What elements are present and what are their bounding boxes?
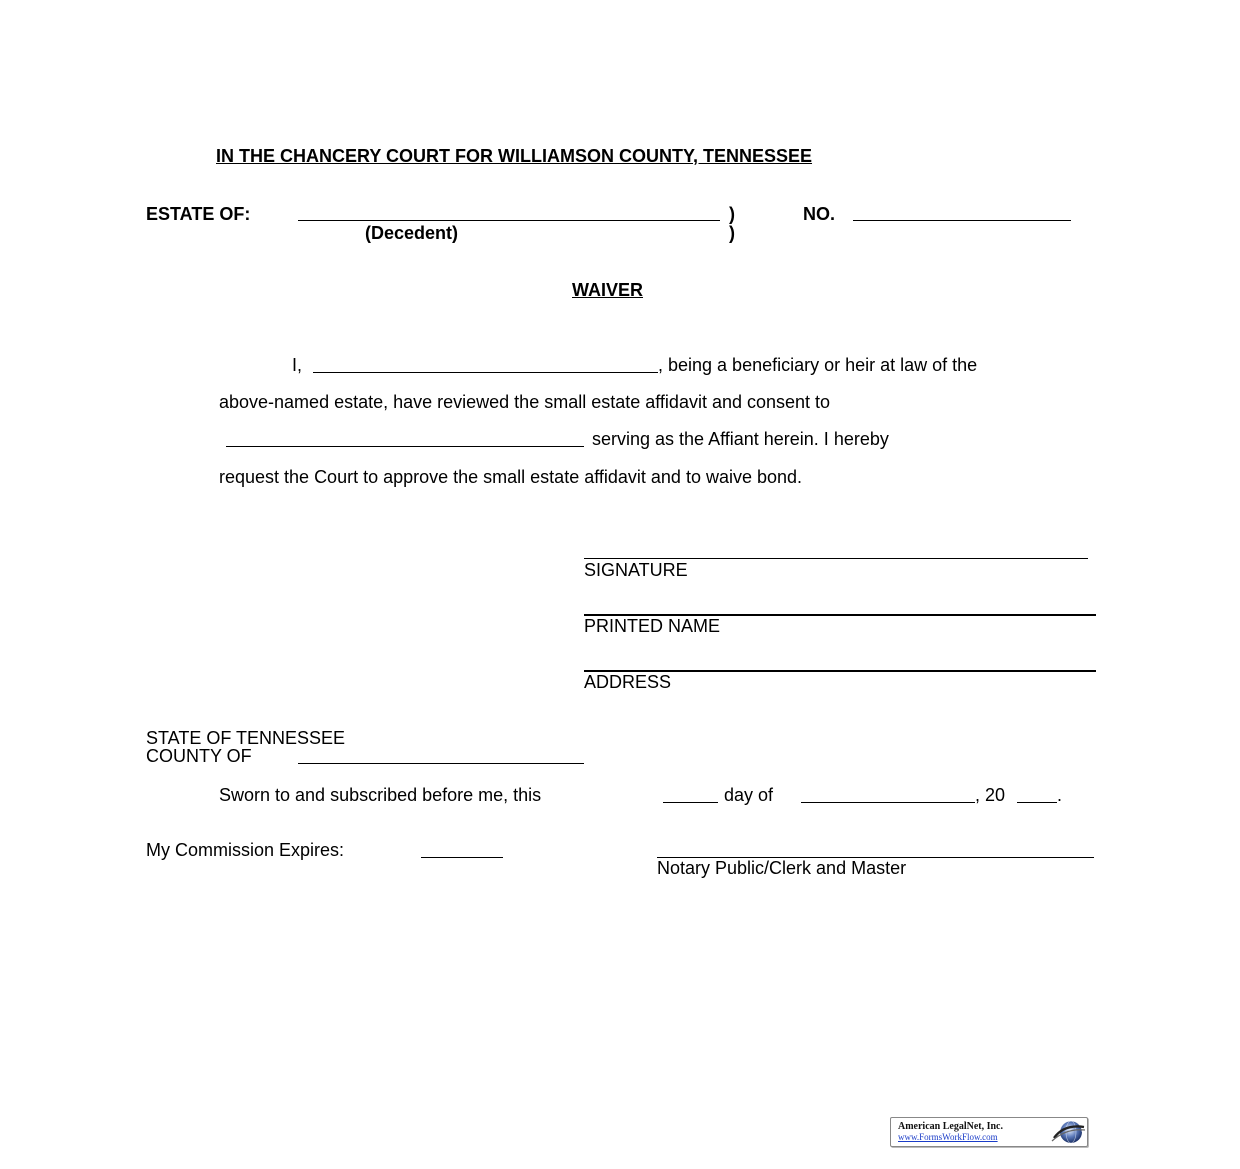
beneficiary-name-field[interactable] <box>313 372 658 373</box>
case-number-label: NO. <box>803 204 836 224</box>
year-field[interactable] <box>1017 802 1057 803</box>
body-line-4: request the Court to approve the small estate affidavit and to waive bond. <box>219 467 803 487</box>
court-title: IN THE CHANCERY COURT FOR WILLIAMSON COUNTY, TENNESSEE <box>216 146 813 166</box>
caption-paren-1: ) <box>729 204 735 224</box>
body-line-1-suffix: , being a beneficiary or heir at law of the <box>658 355 978 375</box>
day-field[interactable] <box>663 802 718 803</box>
month-field[interactable] <box>801 802 975 803</box>
logo-company-name: American LegalNet, Inc. <box>898 1121 1003 1132</box>
document-title: WAIVER <box>572 280 644 300</box>
signature-line[interactable] <box>584 558 1088 559</box>
signature-label: SIGNATURE <box>584 560 688 580</box>
body-line-3-suffix: serving as the Affiant herein. I hereby <box>592 429 889 449</box>
logo-url-link[interactable]: www.FormsWorkFlow.com <box>898 1132 998 1142</box>
affiant-name-field[interactable] <box>226 446 584 447</box>
estate-of-label: ESTATE OF: <box>146 204 251 224</box>
sworn-text-end: . <box>1057 785 1063 805</box>
decedent-label: (Decedent) <box>365 223 459 243</box>
commission-expires-field[interactable] <box>421 857 503 858</box>
sworn-text-2: day of <box>724 785 774 805</box>
state-of-tennessee: STATE OF TENNESSEE <box>146 728 346 748</box>
sworn-text-3: , 20 <box>975 785 1006 805</box>
county-field[interactable] <box>298 763 584 764</box>
county-of-label: COUNTY OF <box>146 746 252 766</box>
american-legalnet-logo[interactable] <box>890 1117 1088 1147</box>
estate-name-field[interactable] <box>298 220 720 221</box>
body-line-1-prefix: I, <box>292 355 303 375</box>
globe-icon <box>1050 1118 1086 1146</box>
printed-name-label: PRINTED NAME <box>584 616 721 636</box>
case-number-field[interactable] <box>853 220 1071 221</box>
caption-paren-2: ) <box>729 223 735 243</box>
notary-label: Notary Public/Clerk and Master <box>657 858 907 878</box>
address-label: ADDRESS <box>584 672 672 692</box>
sworn-text-1: Sworn to and subscribed before me, this <box>219 785 542 805</box>
commission-expires-label: My Commission Expires: <box>146 840 345 860</box>
body-line-2: above-named estate, have reviewed the small estate affidavit and consent to <box>219 392 831 412</box>
